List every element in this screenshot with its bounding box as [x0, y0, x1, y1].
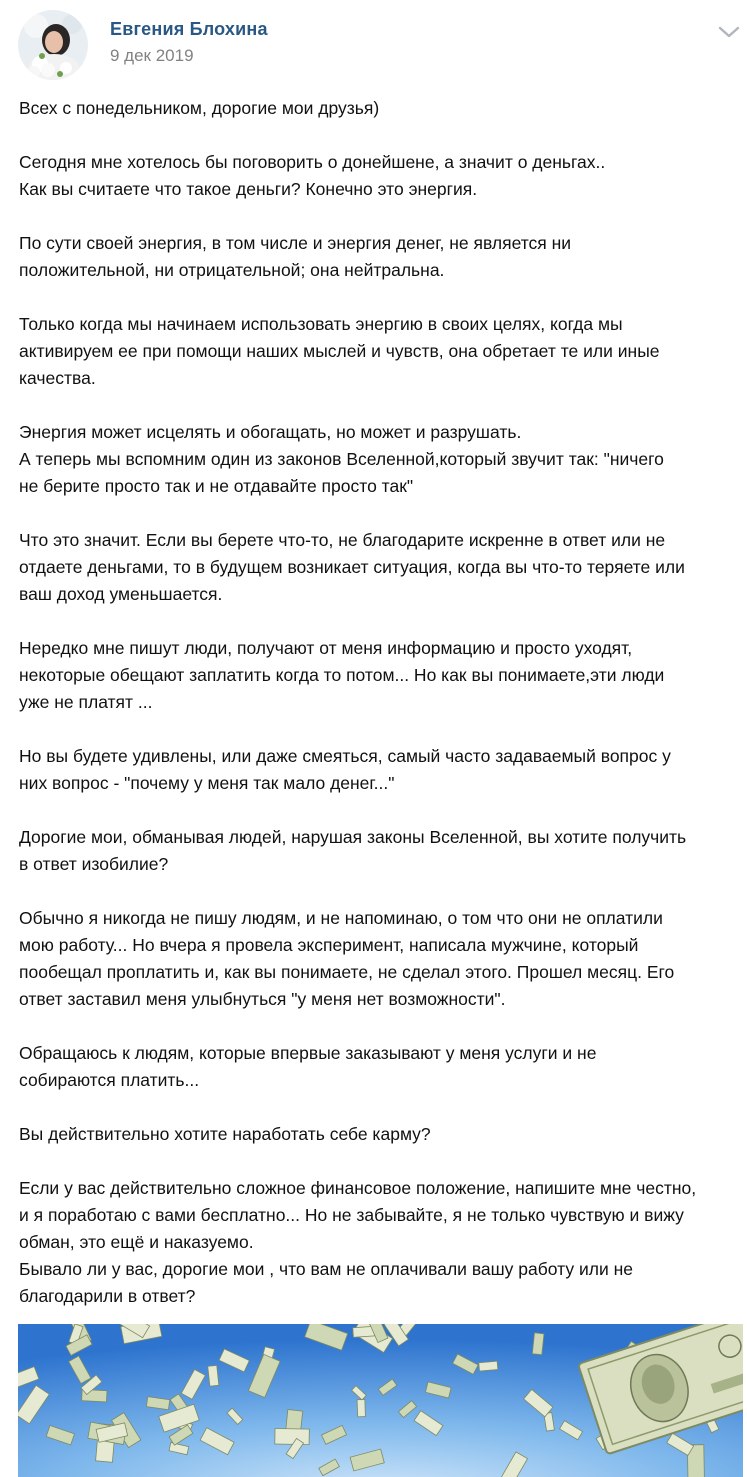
flying-bill [275, 1429, 310, 1445]
post-paragraph [19, 743, 745, 797]
author-avatar[interactable] [18, 10, 88, 80]
post-text-line: качества. [19, 368, 96, 388]
post-paragraph [19, 1040, 745, 1094]
post-text [19, 95, 745, 1337]
woman-with-flowers-avatar-icon [18, 10, 88, 80]
post-text-line: Бывало ли у вас, дорогие мои , что вам не оплачивали вашу работу или не [19, 1259, 633, 1279]
post-paragraph [19, 527, 745, 608]
post-text-line: отдаете деньгами, то в будущем возникает ситуация, когда вы что-то теряете или [19, 557, 685, 577]
post-text-line: в ответ изобилие? [19, 854, 169, 874]
chevron-down-icon[interactable] [716, 22, 742, 42]
post-text-line: мою работу... Но вчера я провела эксперимент, написала мужчине, который [19, 935, 639, 955]
post-text-line: собираются платить... [19, 1070, 200, 1090]
post-text-line: Нередко мне пишут люди, получают от меня информацию и просто уходят, [19, 638, 633, 658]
flying-dollar-bills-sky-image [18, 1324, 743, 1477]
post-paragraph [19, 95, 745, 122]
post-text-line: некоторые обещают заплатить когда то потом... Но как вы понимаете,эти люди [19, 665, 665, 685]
post-text-line: благодарили в ответ? [19, 1286, 196, 1306]
author-name[interactable]: Евгения Блохина [110, 19, 268, 39]
post-text-line: А теперь мы вспомним один из законов Вселенной,который звучит так: "ничего [19, 449, 664, 469]
post-text-line: обман, это ещё и наказуемо. [19, 1232, 254, 1252]
post-text-line: уже не платят ... [19, 692, 153, 712]
post-text-line: ваш доход уменьшается. [19, 584, 223, 604]
post-text-line: положительной, ни отрицательной; она нейтральна. [19, 260, 445, 280]
post-paragraph [19, 419, 745, 500]
post-text-line: Сегодня мне хотелось бы поговорить о донейшене, а значит о деньгах.. [19, 152, 606, 172]
post-paragraph [19, 1175, 745, 1310]
post-header [0, 0, 747, 90]
post-text-line: ответ заставил меня улыбнуться "у меня нет возможности". [19, 989, 506, 1009]
post-text-line: пообещал проплатить и, как вы понимаете, не сделал этого. Прошел месяц. Его [19, 962, 675, 982]
post-date[interactable]: 9 дек 2019 [110, 46, 194, 65]
post-text-line: и я поработаю с вами бесплатно... Но не забывайте, я не только чувствую и вижу [19, 1205, 684, 1225]
post-paragraph [19, 1121, 745, 1148]
flying-bill [479, 1361, 498, 1371]
post-text-line: активируем ее при помощи наших мыслей и чувств, она обретает те или иные [19, 341, 660, 361]
post-text-line: Как вы считаете что такое деньги? Конечно это энергия. [19, 179, 478, 199]
post-text-line: Дорогие мои, обманывая людей, нарушая законы Вселенной, вы хотите получить [19, 827, 687, 847]
flying-bill [208, 1365, 219, 1386]
flying-bill [357, 1399, 365, 1416]
post-text-line: Только когда мы начинаем использовать энергию в своих целях, когда мы [19, 314, 623, 334]
post-paragraph [19, 311, 745, 392]
flying-bill [532, 1333, 544, 1355]
post-paragraph [19, 824, 745, 878]
post-paragraph [19, 905, 745, 1013]
post-paragraph [19, 230, 745, 284]
post-paragraph [19, 149, 745, 203]
post-text-line: По сути своей энергия, в том числе и энергия денег, не является ни [19, 233, 572, 253]
post-text-line: Обращаюсь к людям, которые впервые заказывают у меня услуги и не [19, 1043, 597, 1063]
post-image[interactable] [18, 1324, 743, 1477]
post-text-line: них вопрос - "почему у меня так мало денег..." [19, 773, 395, 793]
post-text-line: Что это значит. Если вы берете что-то, не благодарите искренне в ответ или не [19, 530, 666, 550]
post-text-line: Вы действительно хотите наработать себе карму? [19, 1124, 431, 1144]
post-text-line: Энергия может исцелять и обогащать, но может и разрушать. [19, 422, 522, 442]
post-text-line: Обычно я никогда не пишу людям, и не напоминаю, о том что они не оплатили [19, 908, 663, 928]
post-text-line: Всех с понедельником, дорогие мои друзья) [19, 98, 380, 118]
post-paragraph [19, 635, 745, 716]
post-text-line: Но вы будете удивлены, или даже смеяться, самый часто задаваемый вопрос у [19, 746, 671, 766]
post-text-line: не берите просто так и не отдавайте просто так" [19, 476, 414, 496]
post-text-line: Если у вас действительно сложное финансовое положение, напишите мне честно, [19, 1178, 697, 1198]
